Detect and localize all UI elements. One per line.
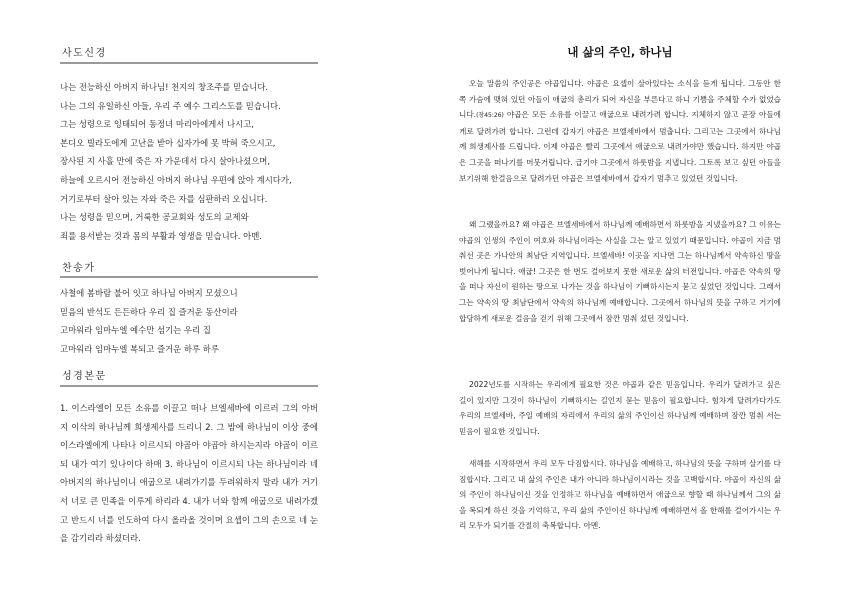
creed-lines [60, 78, 318, 245]
creed-line: 나는 그의 유일하신 아들, 우리 주 예수 그리스도를 믿습니다. [60, 100, 281, 111]
creed-line: 죄를 용서받는 것과 몸의 부활과 영생을 믿습니다. 아멘. [60, 230, 262, 241]
creed-line: 나는 전능하신 아버지 하나님! 천지의 창조주를 믿습니다. [60, 82, 269, 92]
hymn-line: 믿음의 반석도 든든하다 우리 집 즐거운 동산이라 [60, 306, 238, 317]
sermon-paragraph: 새해를 시작하면서 우리 모두 다짐합시다. 하나님을 예배하고, 하나님의 뜻을 구하며 살기를 다짐합시다. 그리고 내 삶의 주인은 내가 아니라 하나님이시라는 것을 고백합시다. 야곱이 자신의 삶의 주인이 하나님이신 것을 인정하고 하나님을 예배하면서 애굽으로 향할 때 하나님께서 그의 삶을 복되게 하신 것을 기억하고, 우리 삶의 주인이신 하나님께 예배하면서 올 한해를 걸어가시는 우리 모두가 되기를 간절히 축복합니다. 아멘. [459, 459, 781, 531]
creed-line: 장사된 지 사흘 만에 죽은 자 가운데서 다시 살아나셨으며, [60, 156, 271, 167]
sermon-paragraph [459, 76, 781, 186]
hymn-divider [60, 276, 318, 278]
sermon-title: 내 삶의 주인, 하나님 [567, 45, 673, 59]
sermon-paragraph: 왜 그랬을까요? 왜 야곱은 브엘세바에서 하나님께 예배하면서 하룻밤을 지냈을까요? 그 이유는 야곱의 인생의 주인이 여호와 하나님이라는 사실을 그는 알고 있었기 때문입니다. 야곱이 지금 멈춰선 곳은 가나안의 최남단 지역입니다. 브엘세바! 이곳을 지나면 그는 하나님께서 약속하신 땅을 벗어나게 됩니다. 애굽! 그곳은 한 번도 걸어보지 못한 새로운 삶의 터전입니다. 야곱은 약속의 땅을 떠나 자신이 원하는 땅으로 나가는 것을 하나님이 기뻐하시는지 묻고 싶었던 것입니다. 그래서 그는 약속의 땅 최남단에서 약속의 하나님께 예배합니다. 그곳에서 하나님의 뜻을 구하고 거기에 합당하게 새로운 걸음을 걷기 위해 그곳에서 잠깐 멈춰 섰던 것입니다. [459, 220, 781, 323]
scripture-text: 1. 이스라엘이 모든 소유를 이끌고 떠나 브엘세바에 이르러 그의 아버지 이삭의 하나님께 희생제사를 드리니 2. 그 밤에 하나님이 이상 중에 이스라엘에게 나타나 이르시되 야곱아 야곱아 하시는지라 야곱이 이르되 내가 여기 있나이다 하매 3. 하나님이 이르시되 나는 하나님이라 네 아버지의 하나님이니 애굽으로 내려가기를 두려워하지 말라 내가 거기서 너로 큰 민족을 이루게 하리라 4. 내가 너와 함께 애굽으로 내려가겠고 반드시 너를 인도하여 다시 올라올 것이며 요셉이 그의 손으로 네 눈을 감기리라 하셨더라. [60, 403, 318, 544]
hymn-line: 고마워라 임마누엘 예수만 섬기는 우리 집 [60, 325, 211, 336]
scripture-title: 성경본문 [62, 371, 107, 382]
sermon-text: 오늘 말씀의 주인공은 야곱입니다. 야곱은 요셉이 살아있다는 소식을 듣게 됩니다. 그동안 한 쪽 가슴에 맺혀 있던 아들이 애굽의 총리가 되어 자신을 부른다고 하니 기쁨을 주체할 수가 없었습니다. [459, 79, 781, 120]
sermon-paragraph: 2022년도를 시작하는 우리에게 필요한 것은 야곱과 같은 믿음입니다. 우리가 달려가고 싶은 길이 있지만 그것이 하나님이 기뻐하시는 길인지 묻는 믿음이 필요합니다. 힘차게 달려가다가도 우리의 브엘세바, 주일 예배의 자리에서 우리의 삶의 주인이신 하나님께 예배하며 잠깐 멈춰 서는 믿음이 필요한 것입니다. [459, 380, 781, 436]
scripture-reference: (창45:26) [476, 112, 504, 120]
hymn-line: 고마워라 임마누엘 복되고 즐거운 하루 하루 [60, 343, 219, 354]
creed-line: 거기로부터 살아 있는 자와 죽은 자를 심판하러 오십니다. [60, 193, 268, 204]
hymn-lines [60, 284, 318, 358]
creed-line: 나는 성령을 믿으며, 거룩한 공교회와 성도의 교제와 [60, 212, 249, 223]
sermon-text: 야곱은 모든 소유를 이끌고 애굽으로 내려가려 합니다. 지체하지 않고 곧장 아들에게로 달려가려 합니다. 그런데 갑자기 야곱은 브엘세바에서 멈춥니다. 그리고는 그곳에서 하나님께 희생제사를 드립니다. 이제 야곱은 빨리 그곳에서 애굽으로 내려가야만 했습니다. 하지만 야곱은 그곳을 떠나기를 머뭇거립니다. 급기야 그곳에서 하룻밤을 지냅니다. 그토록 보고 싶던 아들을 보기위해 한걸음으로 달려가던 야곱은 브엘세바에서 갑자기 멈추고 있었던 것입니다. [459, 110, 781, 183]
hymn-title: 찬송가 [62, 263, 96, 274]
creed-title: 사도신경 [62, 48, 107, 59]
creed-divider [60, 62, 318, 64]
creed-line: 하늘에 오르시어 전능하신 아버지 하나님 우편에 앉아 계시다가, [60, 174, 292, 185]
creed-line: 그는 성령으로 잉태되어 동정녀 마리아에게서 나시고, [60, 119, 254, 130]
hymn-line: 사철에 봄바람 불어 잇고 하나님 아버지 모셨으니 [60, 288, 238, 298]
creed-line: 본디오 빌라도에게 고난을 받아 십자가에 못 박혀 죽으시고, [60, 137, 276, 148]
scripture-divider [60, 385, 318, 387]
